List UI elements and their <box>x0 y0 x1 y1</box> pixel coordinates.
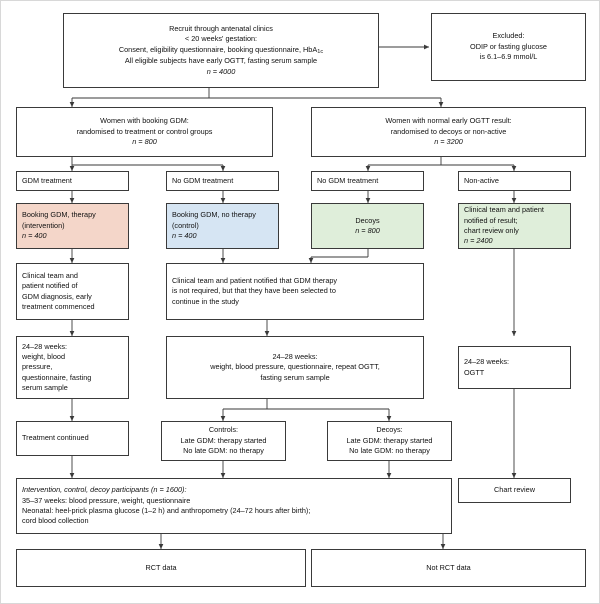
node-recruit <box>63 13 379 88</box>
node-weeks-24-28-right <box>458 346 571 389</box>
chart-review-only-line-2: notified of result; <box>464 215 518 225</box>
controls-late-line-1: Controls: <box>208 425 239 435</box>
node-decoys <box>311 203 424 249</box>
recruit-line-5: n = 4000 <box>206 66 236 76</box>
weeks-mid-line-1: 24–28 weeks: <box>272 351 318 361</box>
weeks-mid-line-2: weight, blood pressure, questionnaire, repeat OGTT, <box>210 362 380 372</box>
combined-line-3: Neonatal: heel-prick plasma glucose (1–2 h) and anthropometry (24–72 hours after birth); <box>22 506 311 515</box>
control-line-2: (control) <box>172 220 199 230</box>
chart-review-only-line-4: n = 2400 <box>464 236 493 246</box>
chart-review-only-line-1: Clinical team and patient <box>464 205 544 215</box>
node-weeks-24-28-mid <box>166 336 424 399</box>
node-clinical-team-early <box>16 263 129 320</box>
rct-data-label: RCT data <box>145 562 177 572</box>
clinical-team-early-line-4: treatment commenced <box>22 301 95 311</box>
weeks-left-line-1: 24–28 weeks: <box>22 341 68 351</box>
node-decoys-late <box>327 421 452 461</box>
node-combined-followup <box>16 478 452 534</box>
normal-ogtt-line-1: Women with normal early OGTT result: <box>385 116 512 126</box>
decoys-late-line-1: Decoys: <box>376 425 403 435</box>
intervention-line-1: Booking GDM, therapy <box>22 210 96 220</box>
weeks-left-line-5: serum sample <box>22 383 68 393</box>
recruit-hba1c-subscript: 1c <box>317 48 324 55</box>
clinical-team-not-required-line-2: is not required, but that they have been selected to <box>172 286 336 296</box>
control-line-1: Booking GDM, no therapy <box>172 210 256 220</box>
booking-gdm-line-1: Women with booking GDM: <box>100 116 189 126</box>
node-no-gdm-treatment-2 <box>311 171 424 191</box>
node-weeks-24-28-left <box>16 336 129 399</box>
recruit-line-3 <box>119 45 323 57</box>
node-clinical-team-not-required <box>166 263 424 320</box>
no-gdm-treatment-2-label: No GDM treatment <box>317 175 379 185</box>
weeks-left-line-3: pressure, <box>22 362 53 372</box>
clinical-team-early-line-3: GDM diagnosis, early <box>22 291 92 301</box>
decoys-line-2: n = 800 <box>355 226 380 235</box>
intervention-line-3: n = 400 <box>22 231 47 241</box>
gdm-treatment-label: GDM treatment <box>22 175 72 185</box>
node-controls-late <box>161 421 286 461</box>
node-chart-review <box>458 478 571 503</box>
node-intervention <box>16 203 129 249</box>
control-line-3: n = 400 <box>172 231 197 241</box>
clinical-team-not-required-line-3: continue in the study <box>172 296 239 306</box>
decoys-late-line-2: Late GDM: therapy started <box>346 435 433 445</box>
controls-late-line-3: No late GDM: no therapy <box>183 446 264 456</box>
node-chart-review-only <box>458 203 571 249</box>
recruit-line-4: All eligible subjects have early OGTT, fasting serum sample <box>124 56 318 66</box>
node-excluded <box>431 13 586 81</box>
weeks-right-line-1: 24–28 weeks: <box>464 357 510 367</box>
intervention-line-2: (intervention) <box>22 220 65 230</box>
excluded-line-1: Excluded: <box>492 31 525 41</box>
booking-gdm-line-2: randomised to treatment or control groups <box>76 126 213 136</box>
node-booking-gdm <box>16 107 273 157</box>
combined-line-4: cord blood collection <box>22 516 89 526</box>
combined-line-2: 35–37 weeks: blood pressure, weight, questionnaire <box>22 495 191 505</box>
clinical-team-early-line-1: Clinical team and <box>22 270 78 280</box>
recruit-line-2: < 20 weeks' gestation: <box>184 34 258 44</box>
node-rct-data <box>16 549 306 587</box>
decoys-late-line-3: No late GDM: no therapy <box>349 446 430 456</box>
clinical-team-early-line-2: patient notified of <box>22 281 78 291</box>
node-not-rct-data <box>311 549 586 587</box>
node-gdm-treatment <box>16 171 129 191</box>
weeks-left-line-4: questionnaire, fasting <box>22 372 92 382</box>
no-gdm-treatment-1-label: No GDM treatment <box>172 175 234 185</box>
booking-gdm-line-3: n = 800 <box>132 137 157 147</box>
not-rct-data-label: Not RCT data <box>426 562 471 572</box>
decoys-line-1: Decoys <box>355 215 380 225</box>
recruit-line-1: Recruit through antenatal clinics <box>169 23 273 33</box>
weeks-right-line-2: OGTT <box>464 367 485 377</box>
chart-review-only-line-3: chart review only <box>464 226 519 235</box>
excluded-line-2: ODIP or fasting glucose <box>470 41 547 51</box>
node-non-active <box>458 171 571 191</box>
non-active-label: Non-active <box>464 175 499 185</box>
node-control <box>166 203 279 249</box>
normal-ogtt-line-2: randomised to decoys or non-active <box>390 126 507 136</box>
treatment-continued-label: Treatment continued <box>22 433 89 443</box>
node-no-gdm-treatment-1 <box>166 171 279 191</box>
clinical-team-not-required-line-1: Clinical team and patient notified that GDM therapy <box>172 275 338 285</box>
node-normal-ogtt <box>311 107 586 157</box>
weeks-left-line-2: weight, blood <box>22 351 66 361</box>
combined-line-1: Intervention, control, decoy participants (n = 1600): <box>22 485 187 495</box>
weeks-mid-line-3: fasting serum sample <box>260 372 330 382</box>
chart-review-label: Chart review <box>494 485 535 495</box>
recruit-line-3-text: Consent, eligibility questionnaire, booking questionnaire, HbA <box>118 44 318 54</box>
node-treatment-continued <box>16 421 129 456</box>
controls-late-line-2: Late GDM: therapy started <box>180 435 267 445</box>
excluded-line-3: is 6.1–6.9 mmol/L <box>479 52 538 62</box>
normal-ogtt-line-3: n = 3200 <box>434 137 463 147</box>
